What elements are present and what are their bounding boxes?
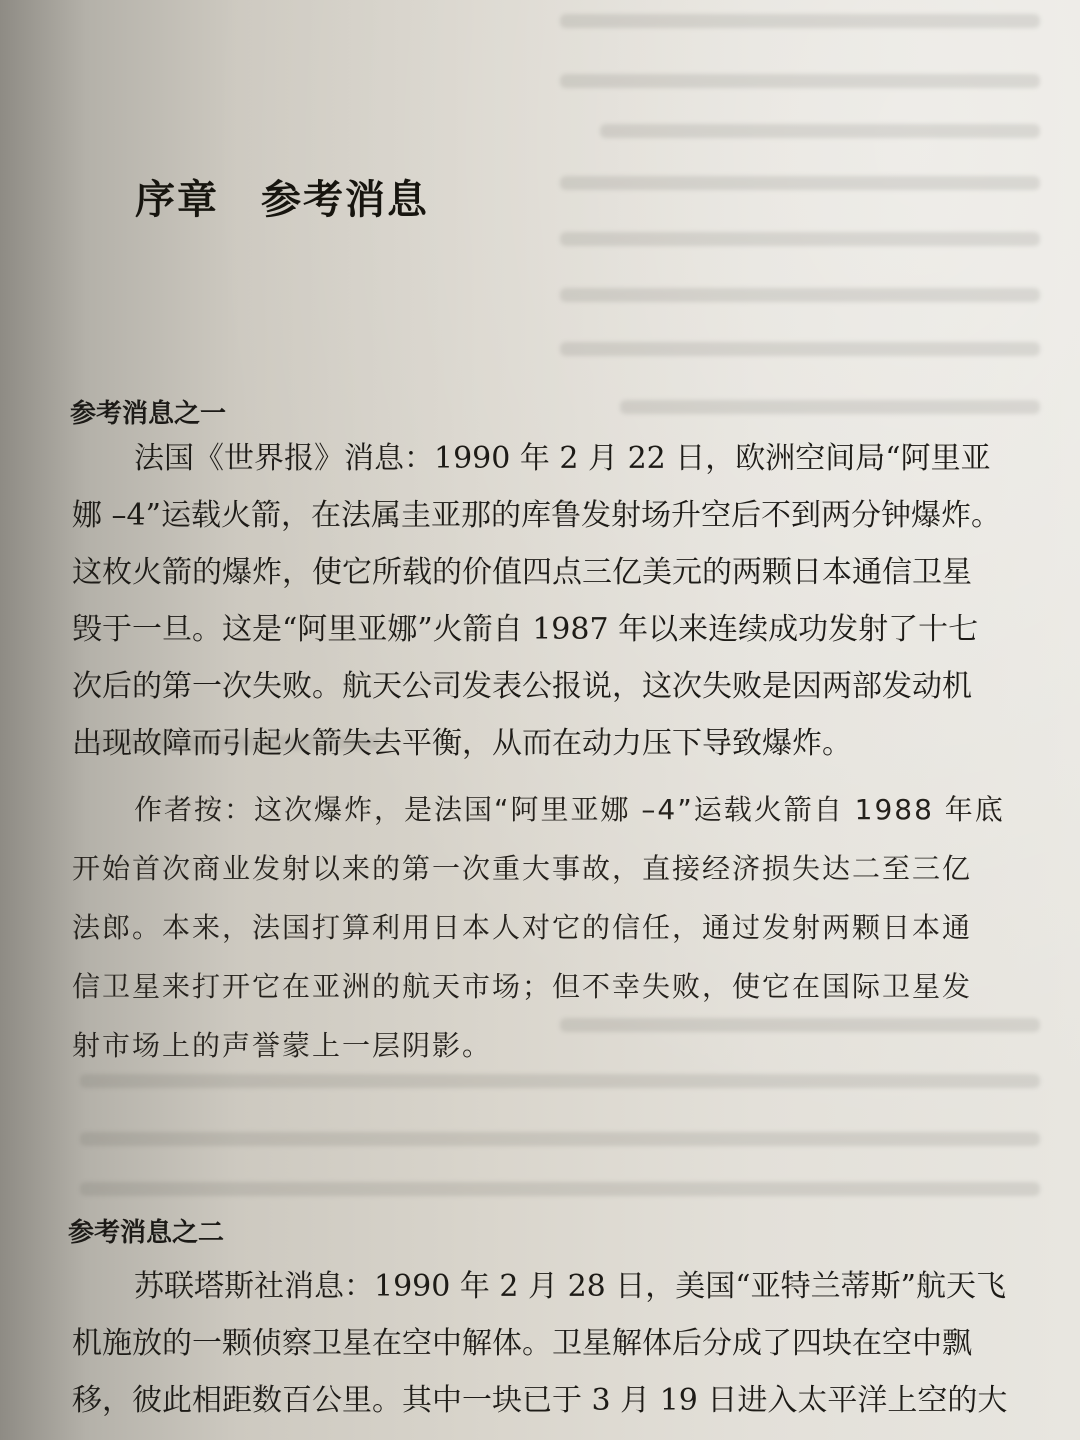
paragraph-line: 次后的第一次失败。航天公司发表公报说，这次失败是因两部发动机	[72, 669, 972, 704]
note-line: 开始首次商业发射以来的第一次重大事故，直接经济损失达二至三亿	[72, 852, 973, 885]
chapter-number-label: 序章	[135, 177, 219, 223]
note-line: 作者按：这次爆炸，是法国“阿里亚娜 –4”运载火箭自 1988 年底	[134, 793, 1005, 826]
paragraph-line: 出现故障而引起火箭失去平衡，从而在动力压下导致爆炸。	[72, 726, 852, 761]
paragraph-line: 毁于一旦。这是“阿里亚娜”火箭自 1987 年以来连续成功发射了十七	[72, 612, 979, 647]
paragraph-line: 娜 –4”运载火箭，在法属圭亚那的库鲁发射场升空后不到两分钟爆炸。	[72, 498, 1001, 533]
section-1-report	[72, 430, 1057, 772]
paragraph-line: 移，彼此相距数百公里。其中一块已于 3 月 19 日进入太平洋上空的大	[72, 1383, 1008, 1418]
section-heading-2: 参考消息之二	[68, 1218, 225, 1248]
paragraph-line: 法国《世界报》消息：1990 年 2 月 22 日，欧洲空间局“阿里亚	[134, 441, 991, 476]
section-1-author-note	[72, 780, 1057, 1075]
paragraph-line: 苏联塔斯社消息：1990 年 2 月 28 日，美国“亚特兰蒂斯”航天飞	[134, 1269, 1006, 1304]
note-line: 射市场上的声誉蒙上一层阴影。	[72, 1029, 493, 1062]
paragraph-line: 这枚火箭的爆炸，使它所载的价值四点三亿美元的两颗日本通信卫星	[72, 555, 972, 590]
paragraph-line: 机施放的一颗侦察卫星在空中解体。卫星解体后分成了四块在空中飘	[72, 1326, 972, 1361]
note-line: 法郎。本来，法国打算利用日本人对它的信任，通过发射两颗日本通	[72, 911, 973, 944]
note-line: 信卫星来打开它在亚洲的航天市场；但不幸失败，使它在国际卫星发	[72, 970, 973, 1003]
chapter-title	[135, 168, 429, 225]
chapter-title-text: 参考消息	[261, 177, 429, 223]
section-2-report	[72, 1258, 1057, 1429]
section-heading-1: 参考消息之一	[70, 399, 227, 429]
